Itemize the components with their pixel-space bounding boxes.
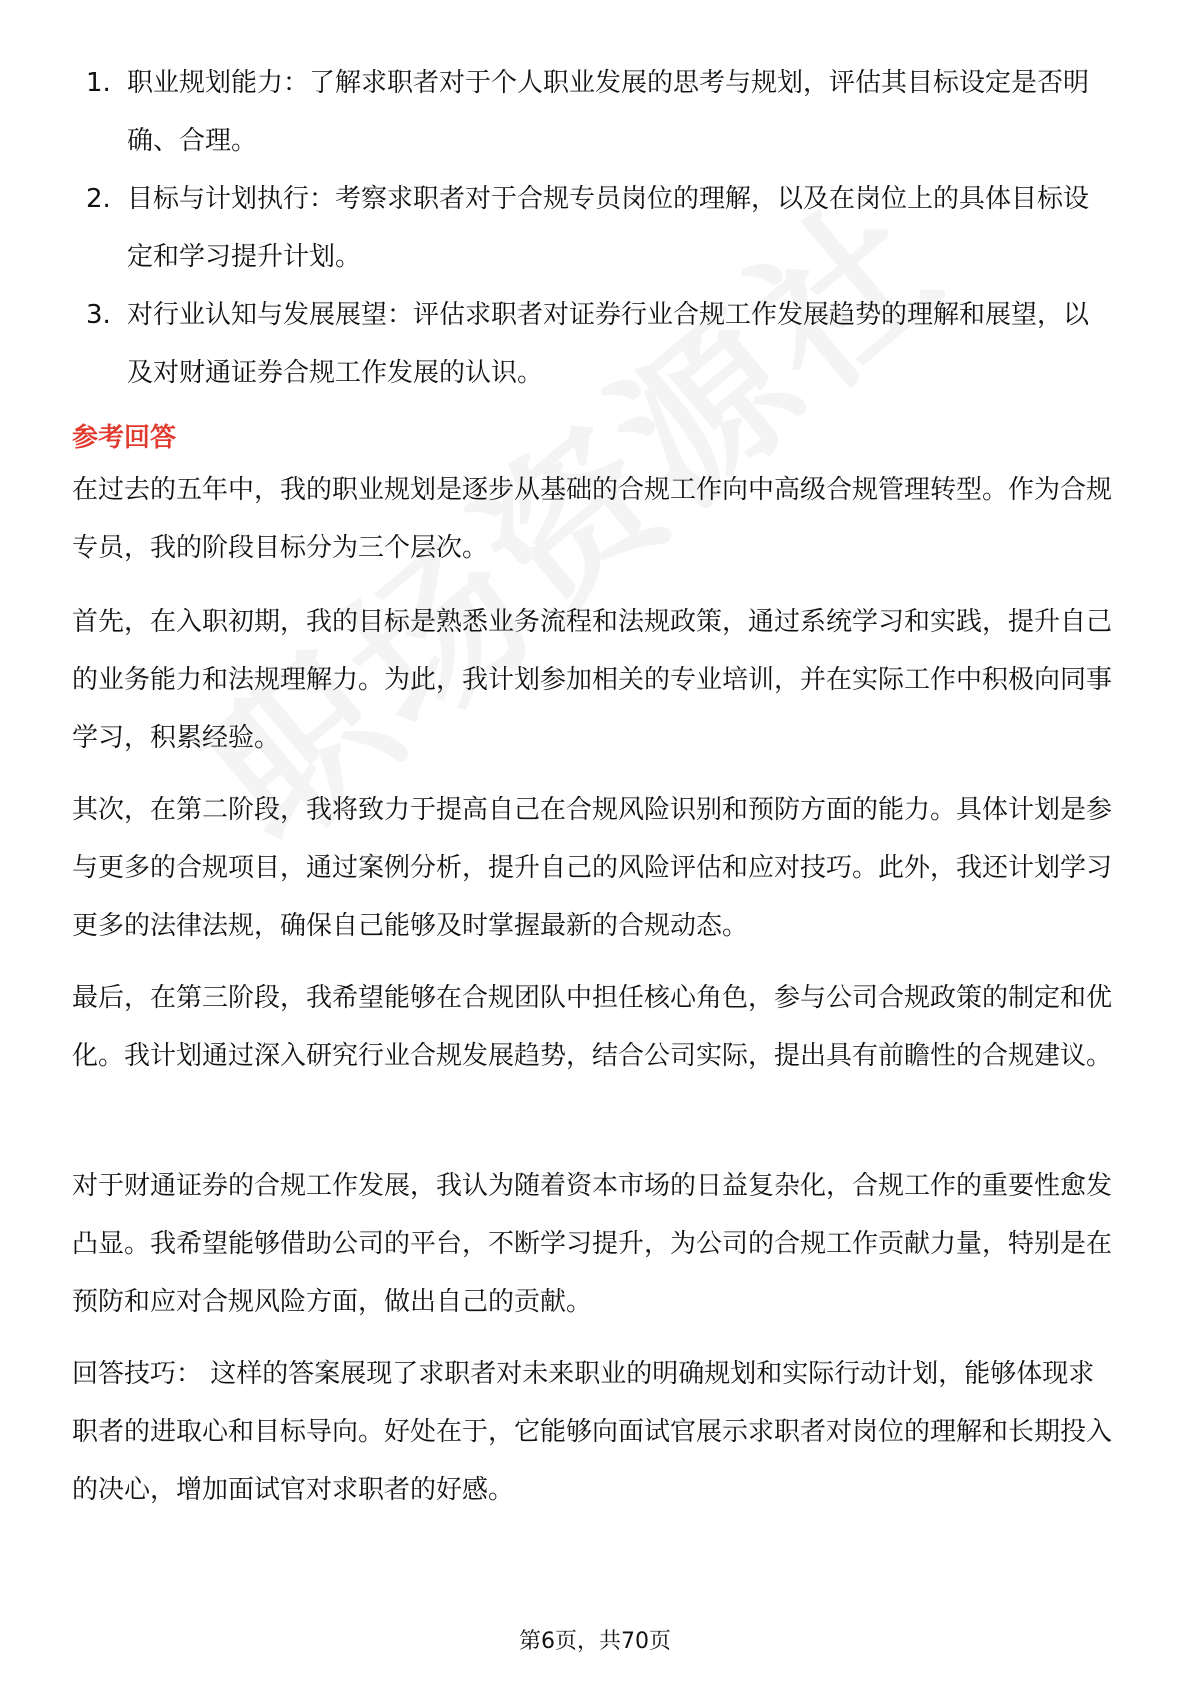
list-number: 3. <box>86 300 111 330</box>
paragraph-intro: 在过去的五年中，我的职业规划是逐步从基础的合规工作向中高级合规管理转型。作为合规专员，我的阶段目标分为三个层次。 <box>72 475 1113 563</box>
page-number-footer: 第6页，共70页 <box>519 1629 671 1654</box>
list-item <box>72 286 1112 402</box>
evaluation-criteria-list <box>72 54 1112 402</box>
list-item-text: 对行业认知与发展展望：评估求职者对证券行业合规工作发展趋势的理解和展望，以及对财通证券合规工作发展的认识。 <box>127 300 1090 388</box>
paragraph-company-outlook: 对于财通证券的合规工作发展，我认为随着资本市场的日益复杂化，合规工作的重要性愈发凸显。我希望能够借助公司的平台，不断学习提升，为公司的合规工作贡献力量，特别是在预防和应对合规风险方面，做出自己的贡献。 <box>72 1171 1113 1317</box>
answer-heading: 参考回答 <box>72 423 177 453</box>
list-number: 1. <box>86 68 111 98</box>
paragraph-third-stage: 最后，在第三阶段，我希望能够在合规团队中担任核心角色，参与公司合规政策的制定和优化。我计划通过深入研究行业合规发展趋势，结合公司实际，提出具有前瞻性的合规建议。 <box>72 983 1113 1071</box>
list-item <box>72 170 1112 286</box>
list-item-text: 职业规划能力：了解求职者对于个人职业发展的思考与规划，评估其目标设定是否明确、合理。 <box>127 68 1090 156</box>
paragraph-second-stage: 其次，在第二阶段，我将致力于提高自己在合规风险识别和预防方面的能力。具体计划是参与更多的合规项目，通过案例分析，提升自己的风险评估和应对技巧。此外，我还计划学习更多的法律法规，确保自己能够及时掌握最新的合规动态。 <box>72 795 1113 941</box>
list-item <box>72 54 1112 170</box>
list-number: 2. <box>86 184 111 214</box>
paragraph-answer-tips: 回答技巧： 这样的答案展现了求职者对未来职业的明确规划和实际行动计划，能够体现求职者的进取心和目标导向。好处在于，它能够向面试官展示求职者对岗位的理解和长期投入的决心，增加面试官对求职者的好感。 <box>72 1359 1113 1505</box>
list-item-text: 目标与计划执行：考察求职者对于合规专员岗位的理解，以及在岗位上的具体目标设定和学习提升计划。 <box>127 184 1090 272</box>
paragraph-first-stage: 首先，在入职初期，我的目标是熟悉业务流程和法规政策，通过系统学习和实践，提升自己的业务能力和法规理解力。为此，我计划参加相关的专业培训，并在实际工作中积极向同事学习，积累经验。 <box>72 607 1113 753</box>
